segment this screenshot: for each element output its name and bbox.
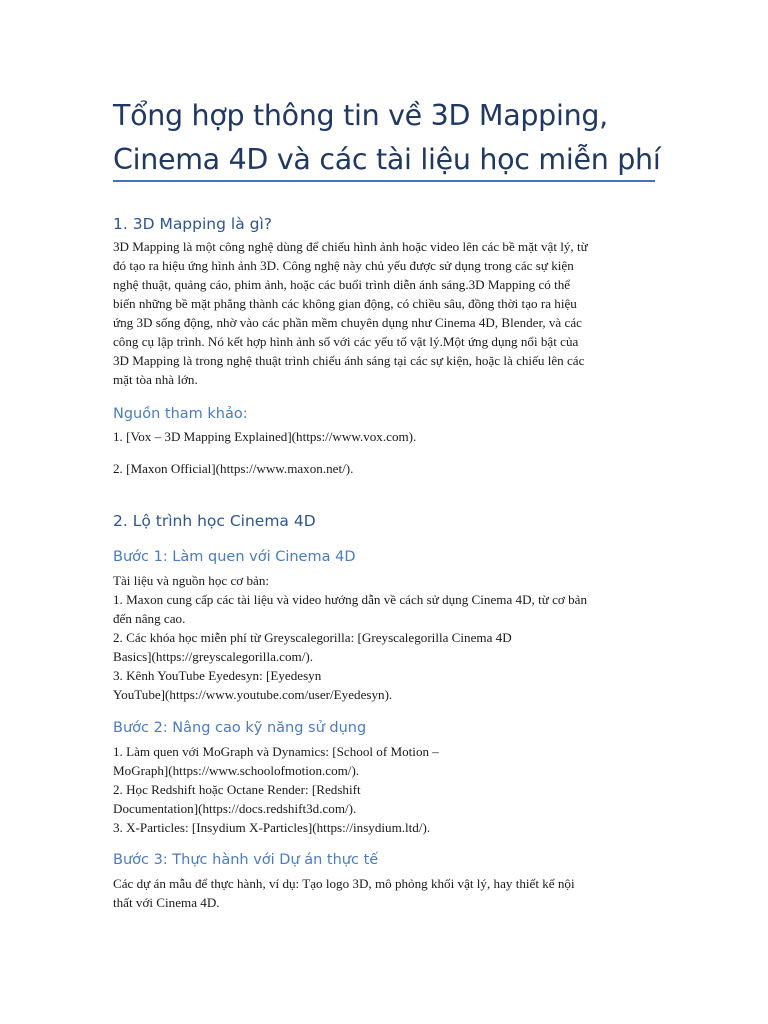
- step-2-body: [113, 742, 658, 837]
- step-1-body: [113, 571, 658, 704]
- body-line: 1. Làm quen với MoGraph và Dynamics: [School of Motion –: [113, 744, 439, 759]
- title-line-1: Tổng hợp thông tin về 3D Mapping,: [113, 99, 608, 132]
- body-line: 2. Học Redshift hoặc Octane Render: [Redshift: [113, 782, 361, 797]
- source-item-2: 2. [Maxon Official](https://www.maxon.net/).: [113, 461, 354, 476]
- source-item-1: 1. [Vox – 3D Mapping Explained](https://www.vox.com).: [113, 429, 417, 444]
- body-line: thất với Cinema 4D.: [113, 895, 220, 910]
- paragraph-line: nghệ thuật, quảng cáo, phim ảnh, hoặc các buổi trình diễn ánh sáng.3D Mapping có thể: [113, 277, 571, 292]
- body-line: 3. Kênh YouTube Eyedesyn: [Eyedesyn: [113, 668, 322, 683]
- paragraph-line: đó tạo ra hiệu ứng hình ảnh 3D. Công nghệ này chủ yếu được sử dụng trong các sự kiện: [113, 258, 574, 273]
- step-1-heading: Bước 1: Làm quen với Cinema 4D: [113, 549, 356, 565]
- paragraph-line: công cụ lập trình. Nó kết hợp hình ảnh số với các yếu tố vật lý.Một ứng dụng nổi bật của: [113, 334, 579, 349]
- body-line: Documentation](https://docs.redshift3d.com/).: [113, 801, 357, 816]
- step-3-heading: Bước 3: Thực hành với Dự án thực tế: [113, 852, 379, 868]
- step-3-body: [113, 874, 658, 912]
- body-line: Basics](https://greyscalegorilla.com/).: [113, 649, 313, 664]
- document-title: [113, 94, 673, 182]
- body-line: Tài liệu và nguồn học cơ bản:: [113, 573, 269, 588]
- section-1-heading: 1. 3D Mapping là gì?: [113, 215, 272, 233]
- title-line-2: Cinema 4D và các tài liệu học miễn phí: [113, 143, 661, 176]
- paragraph-line: 3D Mapping là trong nghệ thuật trình chiếu ánh sáng tại các sự kiện, hoặc là chiếu lên các: [113, 353, 585, 368]
- paragraph-line: 3D Mapping là một công nghệ dùng để chiếu hình ảnh hoặc video lên các bề mặt vật lý, từ: [113, 239, 588, 254]
- section-2-heading: 2. Lộ trình học Cinema 4D: [113, 512, 316, 530]
- body-line: đến nâng cao.: [113, 611, 186, 626]
- body-line: 3. X-Particles: [Insydium X-Particles](https://insydium.ltd/).: [113, 820, 431, 835]
- body-line: MoGraph](https://www.schoolofmotion.com/).: [113, 763, 360, 778]
- section-1-paragraph: [113, 237, 658, 389]
- body-line: 1. Maxon cung cấp các tài liệu và video hướng dẫn về cách sử dụng Cinema 4D, từ cơ bản: [113, 592, 588, 607]
- step-2-heading: Bước 2: Nâng cao kỹ năng sử dụng: [113, 720, 367, 736]
- body-line: YouTube](https://www.youtube.com/user/Eyedesyn).: [113, 687, 393, 702]
- sources-heading: Nguồn tham khảo:: [113, 406, 248, 422]
- title-divider: [113, 180, 655, 182]
- paragraph-line: ứng 3D sống động, nhờ vào các phần mềm chuyên dụng như Cinema 4D, Blender, và các: [113, 315, 582, 330]
- paragraph-line: biến những bề mặt phẳng thành các không gian động, có chiều sâu, đồng thời tạo ra hiệu: [113, 296, 577, 311]
- paragraph-line: mặt tòa nhà lớn.: [113, 372, 198, 387]
- body-line: Các dự án mẫu để thực hành, ví dụ: Tạo logo 3D, mô phỏng khối vật lý, hay thiết kế nội: [113, 876, 575, 891]
- body-line: 2. Các khóa học miễn phí từ Greyscalegorilla: [Greyscalegorilla Cinema 4D: [113, 630, 512, 645]
